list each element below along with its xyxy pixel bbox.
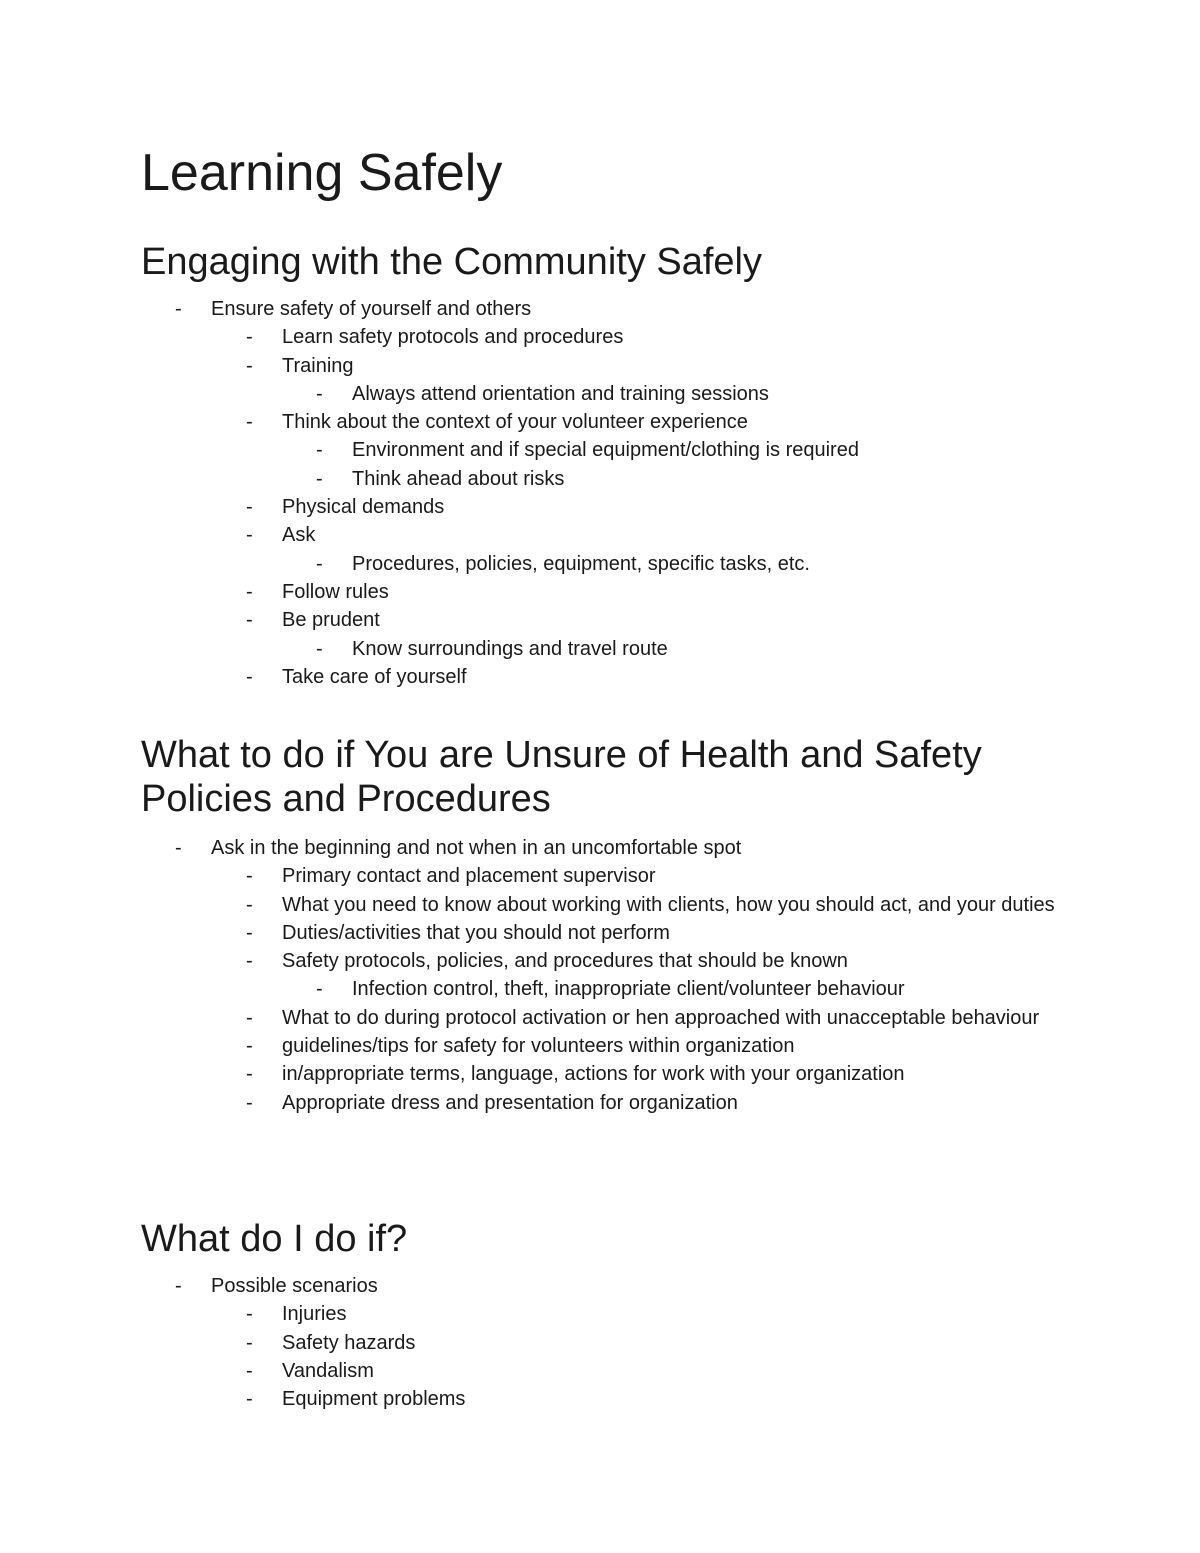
list-item-text: Equipment problems — [282, 1388, 466, 1411]
list-item-text: Possible scenarios — [211, 1275, 378, 1297]
list-item — [0, 1089, 1072, 1117]
list-item-text: Always attend orientation and training sessions — [352, 382, 769, 405]
list-item-text: Training — [282, 354, 354, 377]
list-item-text: Safety hazards — [282, 1331, 416, 1354]
dash-bullet: - — [175, 1275, 182, 1297]
list-item — [0, 635, 1072, 663]
dash-bullet: - — [246, 1063, 253, 1086]
list-item-text: Infection control, theft, inappropriate client/volunteer behaviour — [352, 978, 905, 1001]
list-item-text: Physical demands — [282, 496, 445, 519]
dash-bullet: - — [246, 326, 253, 349]
list-item — [0, 975, 1072, 1003]
list-item — [0, 1060, 1072, 1088]
list-item — [0, 606, 1072, 634]
dash-bullet: - — [316, 637, 323, 660]
list-item — [0, 834, 1071, 862]
dash-bullet: - — [175, 837, 182, 859]
list-item-text: Ask — [282, 524, 316, 547]
list-item — [0, 947, 1072, 975]
dash-bullet: - — [246, 1035, 253, 1058]
dash-bullet: - — [246, 921, 253, 944]
list-item — [0, 1032, 1072, 1060]
list-item — [0, 1385, 1072, 1413]
list-item — [0, 1357, 1072, 1385]
list-item — [0, 891, 1072, 919]
dash-bullet: - — [246, 665, 253, 688]
list-item — [0, 919, 1072, 947]
bullet-list-unsure — [0, 834, 1200, 1117]
dash-bullet: - — [246, 411, 253, 434]
list-item-text: Know surroundings and travel route — [352, 637, 668, 660]
dash-bullet: - — [246, 1006, 253, 1029]
list-item — [0, 352, 1072, 380]
dash-bullet: - — [246, 865, 253, 888]
dash-bullet: - — [246, 580, 253, 603]
section-heading-community: Engaging with the Community Safely — [141, 241, 762, 283]
dash-bullet: - — [246, 1388, 253, 1411]
dash-bullet: - — [246, 609, 253, 632]
section-heading-what-do-i-do: What do I do if? — [141, 1218, 408, 1260]
list-item-text: Appropriate dress and presentation for organization — [282, 1091, 738, 1114]
dash-bullet: - — [175, 298, 182, 320]
dash-bullet: - — [246, 950, 253, 973]
list-item — [0, 663, 1072, 691]
list-item-text: Safety protocols, policies, and procedures that should be known — [282, 950, 848, 973]
dash-bullet: - — [246, 1303, 253, 1326]
dash-bullet: - — [316, 978, 323, 1001]
list-item — [0, 1272, 1071, 1300]
list-item-text: Vandalism — [282, 1359, 374, 1382]
list-item — [0, 408, 1072, 436]
dash-bullet: - — [246, 1091, 253, 1114]
dash-bullet: - — [246, 893, 253, 916]
list-item-text: Follow rules — [282, 580, 389, 603]
list-item-text: Learn safety protocols and procedures — [282, 326, 624, 349]
dash-bullet: - — [246, 354, 253, 377]
dash-bullet: - — [316, 467, 323, 490]
list-item-text: guidelines/tips for safety for volunteers within organization — [282, 1035, 795, 1058]
section-heading-unsure: What to do if You are Unsure of Health and Safety Policies and Procedures — [141, 734, 982, 820]
list-item-text: Procedures, policies, equipment, specific tasks, etc. — [352, 552, 810, 575]
list-item-text: in/appropriate terms, language, actions for work with your organization — [282, 1063, 905, 1086]
list-item — [0, 380, 1072, 408]
list-item — [0, 493, 1072, 521]
list-item-text: What you need to know about working with clients, how you should act, and your duties — [282, 893, 1055, 916]
list-item — [0, 1300, 1072, 1328]
list-item-text: Duties/activities that you should not perform — [282, 921, 670, 944]
dash-bullet: - — [316, 382, 323, 405]
dash-bullet: - — [246, 524, 253, 547]
list-item — [0, 436, 1072, 464]
list-item — [0, 550, 1072, 578]
list-item — [0, 521, 1072, 549]
list-item-text: Be prudent — [282, 609, 380, 632]
bullet-list-scenarios — [0, 1272, 1200, 1413]
list-item-text: What to do during protocol activation or hen approached with unacceptable behaviour — [282, 1006, 1040, 1029]
list-item — [0, 578, 1072, 606]
list-item-text: Take care of yourself — [282, 665, 467, 688]
list-item-text: Think ahead about risks — [352, 467, 565, 490]
list-item — [0, 323, 1072, 351]
dash-bullet: - — [246, 1331, 253, 1354]
list-item-text: Primary contact and placement supervisor — [282, 865, 656, 888]
list-item — [0, 465, 1072, 493]
list-item — [0, 295, 1071, 323]
dash-bullet: - — [316, 552, 323, 575]
list-item — [0, 1004, 1072, 1032]
list-item-text: Think about the context of your volunteer experience — [282, 411, 748, 434]
dash-bullet: - — [316, 439, 323, 462]
list-item-text: Ask in the beginning and not when in an uncomfortable spot — [211, 837, 742, 859]
list-item — [0, 1329, 1072, 1357]
list-item-text: Ensure safety of yourself and others — [211, 298, 532, 320]
list-item-text: Environment and if special equipment/clothing is required — [352, 439, 859, 462]
list-item — [0, 862, 1072, 890]
list-item-text: Injuries — [282, 1303, 347, 1326]
bullet-list-community — [0, 295, 1200, 691]
document-title: Learning Safely — [141, 144, 503, 202]
dash-bullet: - — [246, 1359, 253, 1382]
dash-bullet: - — [246, 496, 253, 519]
